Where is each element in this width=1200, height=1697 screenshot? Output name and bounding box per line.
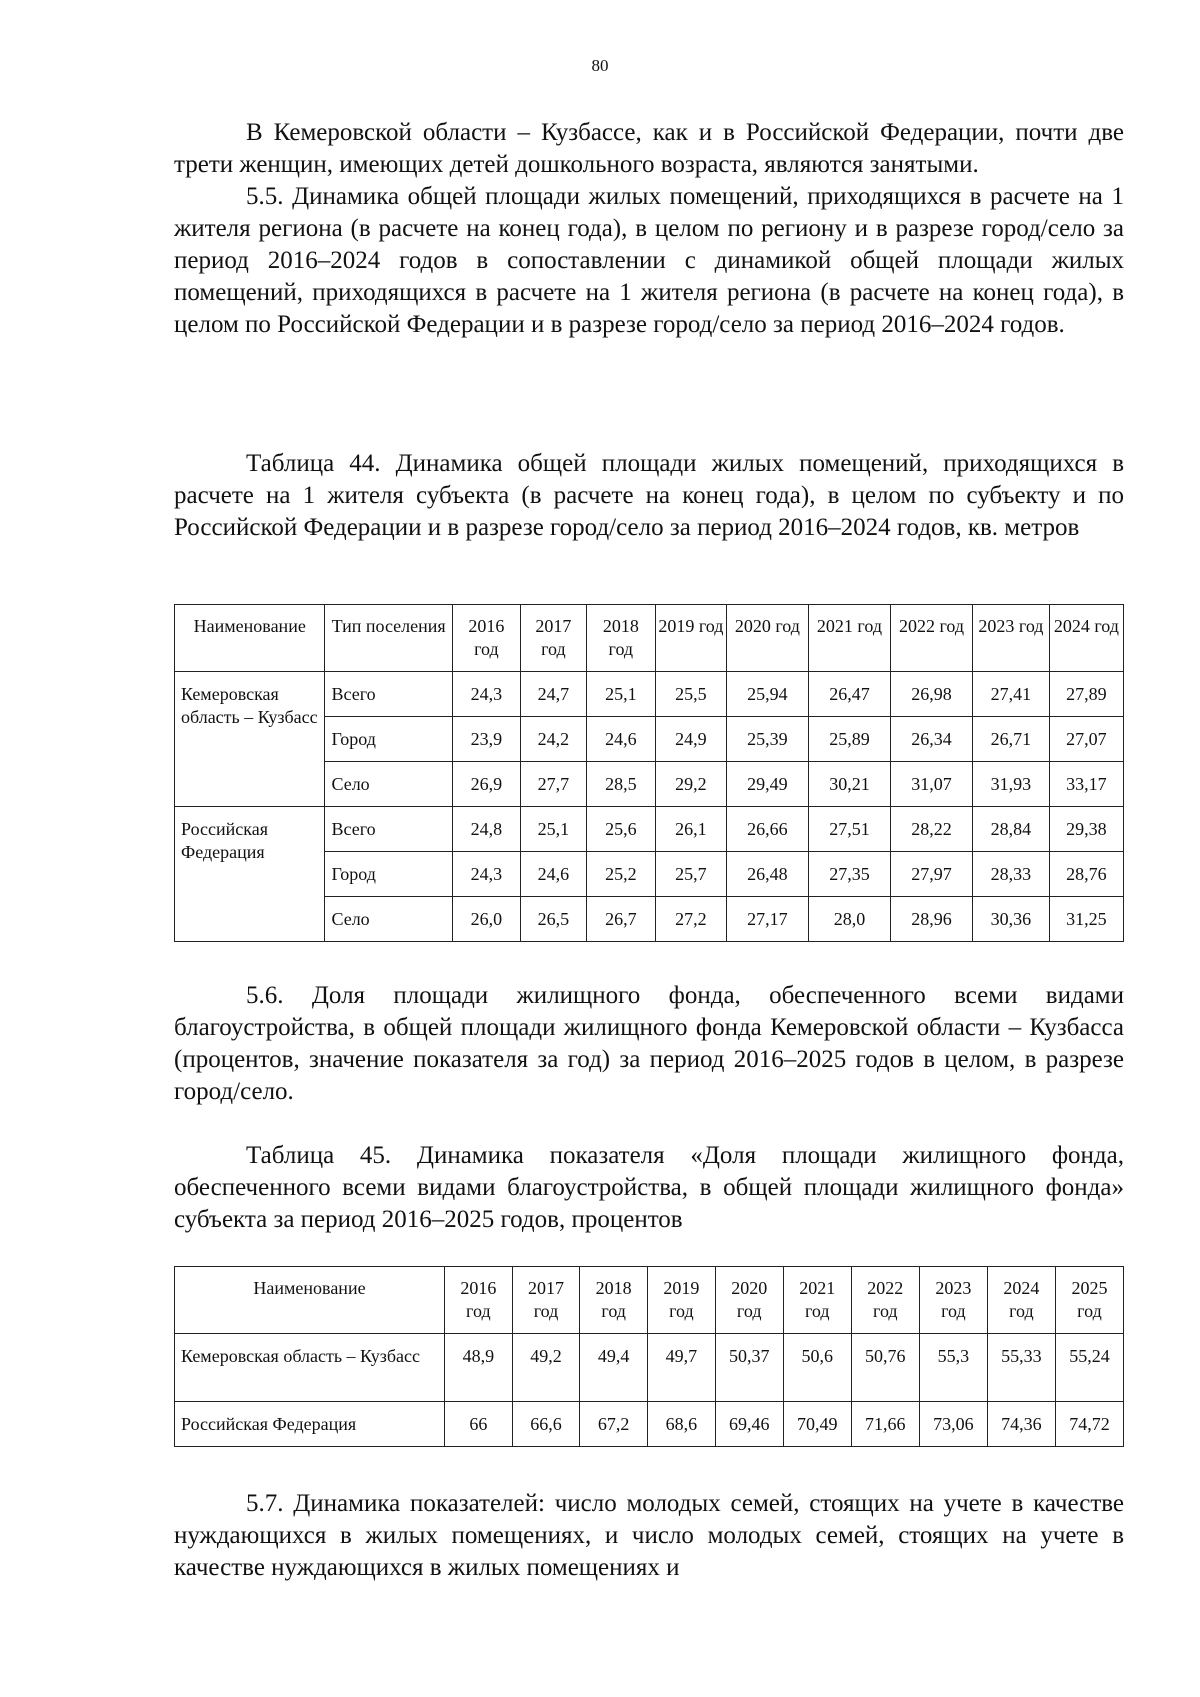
table44-header-year: 2020 год [726, 605, 808, 672]
table44-value-cell: 27,35 [808, 852, 890, 897]
table44-value-cell: 27,7 [521, 762, 587, 807]
table44-caption-block [174, 448, 1124, 544]
table44-value-cell: 27,17 [726, 897, 808, 942]
text-block-bottom [174, 1488, 1124, 1584]
table45-header-row [175, 1267, 1124, 1334]
table44-value-cell: 28,33 [973, 852, 1050, 897]
table-row [175, 807, 1124, 852]
table44-type-cell: Всего [325, 672, 452, 717]
table44-header-year: 2021 год [808, 605, 890, 672]
table44-value-cell: 23,9 [452, 717, 520, 762]
table44-value-cell: 28,96 [890, 897, 972, 942]
table45-value-cell: 50,37 [715, 1334, 783, 1402]
table45-header-year: 2023 год [919, 1267, 987, 1334]
table44-value-cell: 30,21 [808, 762, 890, 807]
table45-value-cell: 48,9 [445, 1334, 513, 1402]
table45-header-year: 2016 год [445, 1267, 513, 1334]
table44-value-cell: 24,6 [586, 717, 655, 762]
table45-value-cell: 55,3 [919, 1334, 987, 1402]
text-block-top [174, 117, 1124, 341]
table44-value-cell: 25,7 [655, 852, 726, 897]
table44-value-cell: 25,94 [726, 672, 808, 717]
table44-value-cell: 26,34 [890, 717, 972, 762]
table44-value-cell: 29,38 [1049, 807, 1123, 852]
text-block-middle [174, 980, 1124, 1108]
table44-value-cell: 26,98 [890, 672, 972, 717]
table45-value-cell: 49,2 [512, 1334, 580, 1402]
table45-value-cell: 50,76 [851, 1334, 919, 1402]
table44-value-cell: 26,71 [973, 717, 1050, 762]
table-45 [174, 1266, 1124, 1447]
table44-header-year: 2016 год [452, 605, 520, 672]
table-row [175, 1402, 1124, 1447]
section-5-6-paragraph: 5.6. Доля площади жилищного фонда, обеспеченного всеми видами благоустройства, в общей площади жилищного фонда Кемеровской области – Кузбасса (процентов, значение показателя за год) за период 2016–2025 годов в целом, в разрезе город/село. [174, 982, 1124, 1105]
table45-header-year: 2025 год [1055, 1267, 1123, 1334]
table45-value-cell: 68,6 [648, 1402, 716, 1447]
table45-value-cell: 49,7 [648, 1334, 716, 1402]
table45-caption-block [174, 1140, 1124, 1236]
table44-group-name: Кемеровская область – Кузбасс [175, 672, 325, 807]
table44-header-type: Тип поселения [325, 605, 452, 672]
table44-value-cell: 24,2 [521, 717, 587, 762]
table44-type-cell: Село [325, 762, 452, 807]
table44-value-cell: 29,2 [655, 762, 726, 807]
table45-value-cell: 49,4 [580, 1334, 648, 1402]
table-44 [174, 604, 1124, 942]
table45-value-cell: 50,6 [783, 1334, 851, 1402]
table44-value-cell: 25,1 [521, 807, 587, 852]
table45-value-cell: 74,72 [1055, 1402, 1123, 1447]
table45-value-cell: 67,2 [580, 1402, 648, 1447]
table44-value-cell: 25,6 [586, 807, 655, 852]
table44-header-year: 2018 год [586, 605, 655, 672]
table44-value-cell: 27,41 [973, 672, 1050, 717]
table44-value-cell: 27,89 [1049, 672, 1123, 717]
table45-value-cell: 74,36 [987, 1402, 1055, 1447]
table44-value-cell: 27,07 [1049, 717, 1123, 762]
table44-type-cell: Село [325, 897, 452, 942]
table44-value-cell: 26,66 [726, 807, 808, 852]
table45-value-cell: 66 [445, 1402, 513, 1447]
table44-value-cell: 25,1 [586, 672, 655, 717]
table44-header-name: Наименование [175, 605, 325, 672]
table44-value-cell: 26,0 [452, 897, 520, 942]
table44-value-cell: 27,51 [808, 807, 890, 852]
section-5-5-paragraph: 5.5. Динамика общей площади жилых помещений, приходящихся в расчете на 1 жителя региона (в расчете на конец года), в целом по региону и в разрезе город/село за период 2016–2024 годов в сопоставлении с динамикой общей площади жилых помещений, приходящихся в расчете на 1 жителя региона (в расчете на конец года), в целом по Российской Федерации и в разрезе город/село за период 2016–2024 годов. [174, 183, 1124, 338]
table44-value-cell: 24,9 [655, 717, 726, 762]
table45-value-cell: 55,33 [987, 1334, 1055, 1402]
table44-type-cell: Город [325, 717, 452, 762]
table44-header-year: 2023 год [973, 605, 1050, 672]
table44-value-cell: 31,25 [1049, 897, 1123, 942]
table44-value-cell: 26,7 [586, 897, 655, 942]
table44-value-cell: 24,3 [452, 852, 520, 897]
table44-value-cell: 33,17 [1049, 762, 1123, 807]
table45-header-year: 2020 год [715, 1267, 783, 1334]
table44-value-cell: 24,7 [521, 672, 587, 717]
table44-value-cell: 28,76 [1049, 852, 1123, 897]
table45-header-year: 2019 год [648, 1267, 716, 1334]
table44-value-cell: 24,6 [521, 852, 587, 897]
table44-value-cell: 26,47 [808, 672, 890, 717]
table45-value-cell: 70,49 [783, 1402, 851, 1447]
table44-value-cell: 31,07 [890, 762, 972, 807]
table44-header-year: 2019 год [655, 605, 726, 672]
table44-value-cell: 26,1 [655, 807, 726, 852]
table44-group-name: Российская Федерация [175, 807, 325, 942]
table44-value-cell: 28,0 [808, 897, 890, 942]
table44-value-cell: 29,49 [726, 762, 808, 807]
table45-header-name: Наименование [175, 1267, 445, 1334]
table45-header-year: 2024 год [987, 1267, 1055, 1334]
table44-value-cell: 26,5 [521, 897, 587, 942]
table44-header-year: 2017 год [521, 605, 587, 672]
intro-paragraph: В Кемеровской области – Кузбассе, как и в Российской Федерации, почти две трети женщин, имеющих детей дошкольного возраста, являются занятыми. [174, 119, 1124, 178]
table44-value-cell: 25,89 [808, 717, 890, 762]
table44-caption: Таблица 44. Динамика общей площади жилых помещений, приходящихся в расчете на 1 жителя субъекта (в расчете на конец года), в целом по субъекту и по Российской Федерации и в разрезе город/село за период 2016–2024 годов, кв. метров [174, 450, 1124, 541]
table45-value-cell: 73,06 [919, 1402, 987, 1447]
table44-value-cell: 25,5 [655, 672, 726, 717]
table44-header-year: 2022 год [890, 605, 972, 672]
table44-header-year: 2024 год [1049, 605, 1123, 672]
table44-value-cell: 26,48 [726, 852, 808, 897]
table44-value-cell: 27,2 [655, 897, 726, 942]
table44-value-cell: 24,8 [452, 807, 520, 852]
table45-header-year: 2021 год [783, 1267, 851, 1334]
table-row [175, 1334, 1124, 1402]
table45-header-year: 2022 год [851, 1267, 919, 1334]
table44-type-cell: Всего [325, 807, 452, 852]
table45-value-cell: 55,24 [1055, 1334, 1123, 1402]
table45-row-name: Кемеровская область – Кузбасс [175, 1334, 445, 1402]
table45-value-cell: 71,66 [851, 1402, 919, 1447]
table44-value-cell: 28,84 [973, 807, 1050, 852]
table44-value-cell: 31,93 [973, 762, 1050, 807]
table45-value-cell: 69,46 [715, 1402, 783, 1447]
table44-value-cell: 27,97 [890, 852, 972, 897]
table44-value-cell: 25,39 [726, 717, 808, 762]
page-number: 80 [591, 56, 609, 75]
table44-value-cell: 30,36 [973, 897, 1050, 942]
table44-value-cell: 28,22 [890, 807, 972, 852]
table45-caption: Таблица 45. Динамика показателя «Доля площади жилищного фонда, обеспеченного всеми видами благоустройства, в общей площади жилищного фонда» субъекта за период 2016–2025 годов, процентов [174, 1142, 1124, 1233]
table44-value-cell: 28,5 [586, 762, 655, 807]
table44-value-cell: 25,2 [586, 852, 655, 897]
table-row [175, 672, 1124, 717]
section-5-7-paragraph: 5.7. Динамика показателей: число молодых семей, стоящих на учете в качестве нуждающихся в жилых помещениях, и число молодых семей, стоящих на учете в качестве нуждающихся в жилых помещениях и [174, 1490, 1124, 1581]
table45-header-year: 2017 год [512, 1267, 580, 1334]
table45-row-name: Российская Федерация [175, 1402, 445, 1447]
table45-header-year: 2018 год [580, 1267, 648, 1334]
table44-value-cell: 26,9 [452, 762, 520, 807]
table44-value-cell: 24,3 [452, 672, 520, 717]
table44-type-cell: Город [325, 852, 452, 897]
table44-header-row [175, 605, 1124, 672]
table45-value-cell: 66,6 [512, 1402, 580, 1447]
